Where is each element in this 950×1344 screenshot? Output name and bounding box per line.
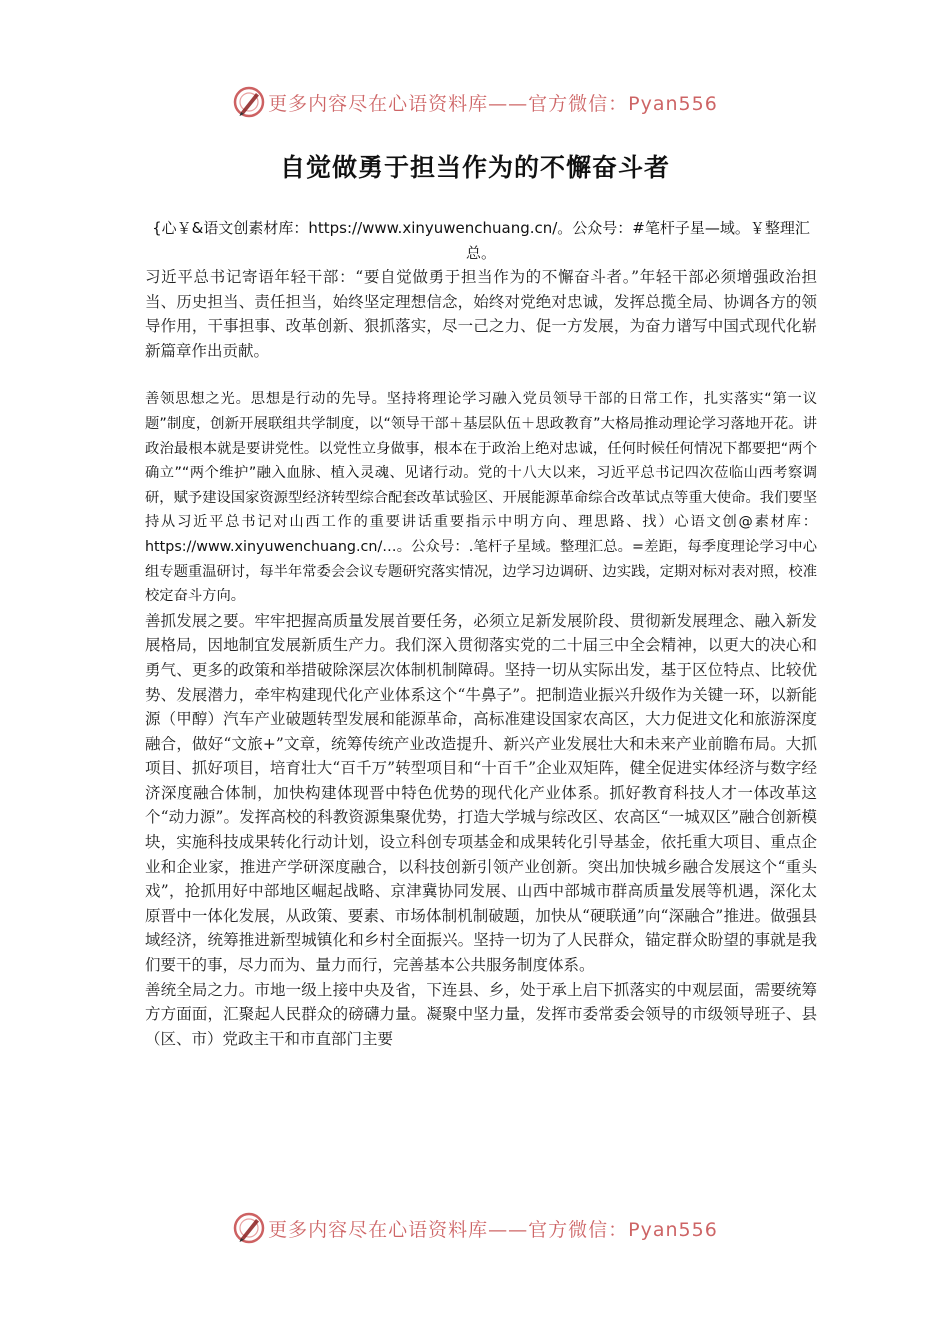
pen-circle-logo-icon: [232, 85, 266, 119]
paragraph-development: 善抓发展之要。牢牢把握高质量发展首要任务，必须立足新发展阶段、贯彻新发展理念、融入新发展格局，因地制宜发展新质生产力。我们深入贯彻落实党的二十届三中全会精神，以更大的决心和勇气、更多的政策和举措破除深层次体制机制障碍。坚持一切从实际出发，基于区位特点、比较优势、发展潜力，牵牢构建现代化产业体系这个“牛鼻子”。把制造业振兴升级作为关键一环，以新能源（甲醇）汽车产业破题转型发展和能源革命，高标准建设国家农高区，大力促进文化和旅游深度融合，做好“文旅+”文章，统筹传统产业改造提升、新兴产业发展壮大和未来产业前瞻布局。大抓项目、抓好项目，培育壮大“百千万”转型项目和“十百千”企业双矩阵，健全促进实体经济与数字经济深度融合体制，加快构建体现晋中特色优势的现代化产业体系。抓好教育科技人才一体改革这个“动力源”。发挥高校的科教资源集聚优势，打造大学城与综改区、农高区“一城双区”融合创新模块，实施科技成果转化行动计划，设立科创专项基金和成果转化引导基金，依托重大项目、重点企业和企业家，推进产学研深度融合，以科技创新引领产业创新。突出加快城乡融合发展这个“重头戏”，抢抓用好中部地区崛起战略、京津冀协同发展、山西中部城市群高质量发展等机遇，深化太原晋中一体化发展，从政策、要素、市场体制机制破题，加快从“硬联通”向“深融合”推进。做强县域经济，统筹推进新型城镇化和乡村全面振兴。坚持一切为了人民群众，锚定群众盼望的事就是我们要干的事，尽力而为、量力而行，完善基本公共服务制度体系。: [145, 611, 817, 975]
paragraph-intro: 习近平总书记寄语年轻干部：“要自觉做勇于担当作为的不懈奋斗者。”年轻干部必须增强政治担当、历史担当、责任担当，始终坚定理想信念，始终对党绝对忠诚，发挥总揽全局、协调各方的领导作用，干事担事、改革创新、狠抓落实，尽一己之力、促一方发展，为奋力谱写中国式现代化崭新篇章作出贡献。: [145, 268, 817, 360]
pen-circle-logo-icon: [232, 1211, 266, 1245]
wechat-id: Pyan556: [628, 92, 718, 115]
wechat-id: Pyan556: [628, 1218, 718, 1241]
banner-text: 更多内容尽在心语资料库——官方微信：Pyan556: [268, 92, 718, 115]
banner-text: 更多内容尽在心语资料库——官方微信：Pyan556: [268, 1218, 718, 1241]
footer-banner: [0, 1208, 950, 1248]
source-note: {心￥&语文创素材库：https://www.xinyuwenchuang.cn/。公众号：#笔杆子星—域。￥整理汇总。: [152, 219, 810, 262]
document-title: 自觉做勇于担当作为的不懈奋斗者: [279, 153, 670, 182]
paragraph-overall: 善统全局之力。市地一级上接中央及省，下连县、乡，处于承上启下抓落实的中观层面，需要统筹方方面面，汇聚起人民群众的磅礴力量。凝聚中坚力量，发挥市委常委会领导的市级领导班子、县（区、市）党政主干和市直部门主要: [145, 980, 817, 1048]
document-body: [145, 216, 817, 1051]
paragraph-ideology: 善领思想之光。思想是行动的先导。坚持将理论学习融入党员领导干部的日常工作，扎实落实“第一议题”制度，创新开展联组共学制度，以“领导干部＋基层队伍＋思政教育”大格局推动理论学习落地开花。讲政治最根本就是要讲党性。以党性立身做事，根本在于政治上绝对忠诚，任何时候任何情况下都要把“两个确立”“两个维护”融入血脉、植入灵魂、见诸行动。党的十八大以来，习近平总书记四次莅临山西考察调研，赋予建设国家资源型经济转型综合配套改革试验区、开展能源革命综合改革试点等重大使命。我们要坚持从习近平总书记对山西工作的重要讲话重要指示中明方向、理思路、找）心语文创@素材库：https://www.xinyuwenchuang.cn/…。公众号：.笔杆子星域。整理汇总。=差距，每季度理论学习中心组专题重温研讨，每半年常委会会议专题研究落实情况，边学习边调研、边实践，定期对标对表对照，校准校定奋斗方向。: [145, 391, 817, 605]
header-banner: [0, 82, 950, 122]
